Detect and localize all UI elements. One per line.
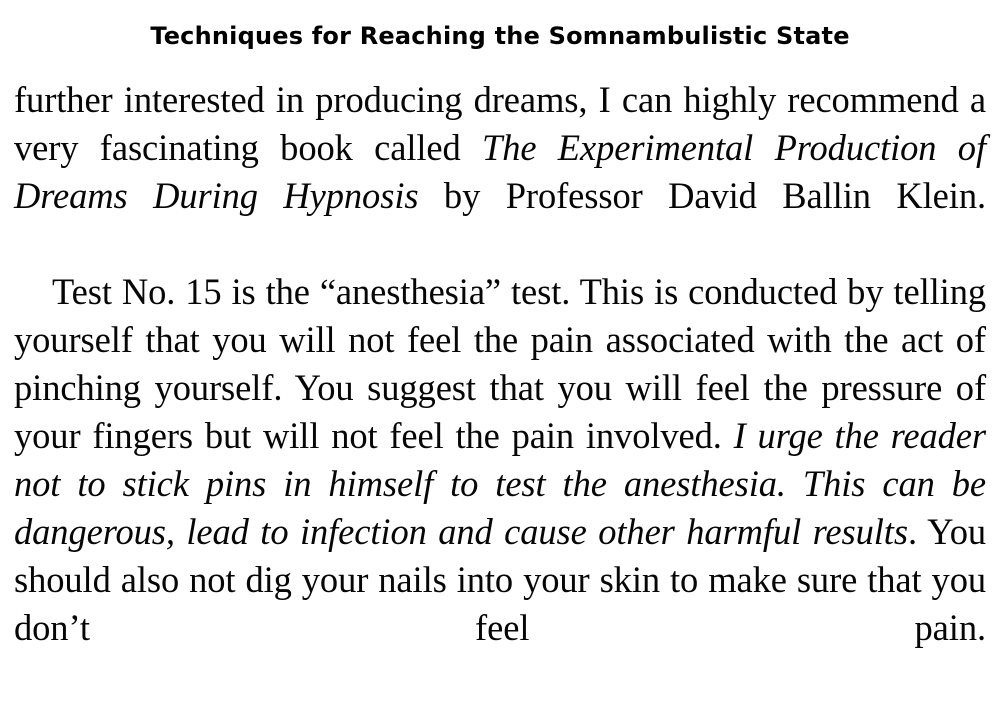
paragraph: [14, 268, 986, 700]
italic-run: I urge the reader not to stick pins in himself to test the anesthesia. This can be dangerous, lead to infection and cause other harmful results: [14, 415, 986, 552]
paragraph: [14, 76, 986, 268]
body-text-column: [0, 52, 1000, 700]
text-run: further interested in producing dreams, I can highly recommend a very fascinating book called: [14, 79, 986, 168]
text-run: Test No. 15 is the “anesthesia” test. This is conducted by telling yourself that you will not feel the pain associated with the act of pinching yourself. You suggest that you will feel the pressure of your fingers but will not feel the pain involved.: [14, 271, 986, 456]
running-head: Techniques for Reaching the Somnambulistic State: [150, 22, 850, 50]
text-run: by Professor David Ballin Klein.: [418, 175, 986, 216]
italic-run: The Experimental Production of Dreams During Hypnosis: [14, 127, 986, 216]
text-run: . You should also not dig your nails into your skin to make sure that you don’t feel pain.: [14, 511, 986, 648]
